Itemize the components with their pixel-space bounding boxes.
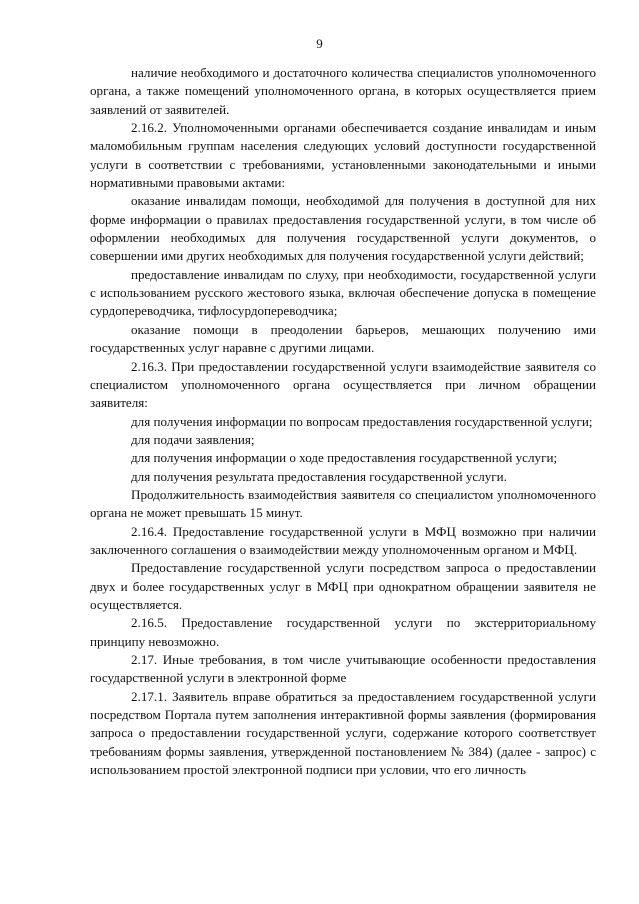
paragraph-15: 2.17. Иные требования, в том числе учитывающие особенности предоставления государственной услуги в электронной форме xyxy=(90,652,596,686)
paragraph-6: 2.16.3. При предоставлении государственной услуги взаимодействие заявителя со специалистом уполномоченного органа осуществляется при личном обращении заявителя: xyxy=(90,358,596,411)
document-body xyxy=(90,64,596,779)
paragraph-12: 2.16.4. Предоставление государственной услуги в МФЦ возможно при наличии заключенного соглашения о взаимодействии между уполномоченным органом и МФЦ. xyxy=(90,523,596,557)
paragraph-9: для получения информации о ходе предоставления государственной услуги; xyxy=(131,450,558,466)
paragraph-5: оказание помощи в преодолении барьеров, мешающих получению ими государственных услуг наравне с другими лицами. xyxy=(90,321,596,356)
paragraph-4: предоставление инвалидам по слуху, при необходимости, государственной услуги с использованием русского жестового языка, включая обеспечение допуска в помещение сурдопереводчика, тифлосурдопереводчика; xyxy=(90,266,596,319)
paragraph-13: Предоставление государственной услуги посредством запроса о предоставлении двух и более государственных услуг в МФЦ при однократном обращении заявителя не осуществляется. xyxy=(90,560,596,612)
paragraph-3: оказание инвалидам помощи, необходимой для получения в доступной для них форме информации о правилах предоставления государственной услуги, в том числе об оформлении необходимых для получения государственной услуги документов, о совершении ими других необходимых для получения государственной услуги действий; xyxy=(90,193,596,264)
paragraph-11: Продолжительность взаимодействия заявителя со специалистом уполномоченного органа не может превышать 15 минут. xyxy=(90,486,596,521)
paragraph-10: для получения результата предоставления государственной услуги. xyxy=(131,468,507,484)
page-number: 9 xyxy=(316,36,323,51)
paragraph-16: 2.17.1. Заявитель вправе обратиться за предоставлением государственной услуги посредством Портала путем заполнения интерактивной формы заявления (формирования запроса о предоставлении государственной услуги, содержание которого соответствует требованиям формы заявления, утвержденной постановлением № 384) (далее - запрос) с использованием простой электронной подписи при условии, что его личность xyxy=(90,688,596,778)
paragraph-1: наличие необходимого и достаточного количества специалистов уполномоченного органа, а также помещений уполномоченного органа, в которых осуществляется прием заявлений от заявителей. xyxy=(90,65,596,117)
paragraph-8: для подачи заявления; xyxy=(131,431,255,447)
paragraph-2: 2.16.2. Уполномоченными органами обеспечивается создание инвалидам и иным маломобильным группам населения следующих условий доступности государственной услуги в соответствии с требованиями, установленными законодательными и иными нормативными правовыми актами: xyxy=(90,120,596,191)
paragraph-7: для получения информации по вопросам предоставления государственной услуги; xyxy=(131,413,593,429)
paragraph-14: 2.16.5. Предоставление государственной услуги по экстерриториальному принципу невозможно. xyxy=(90,615,596,649)
